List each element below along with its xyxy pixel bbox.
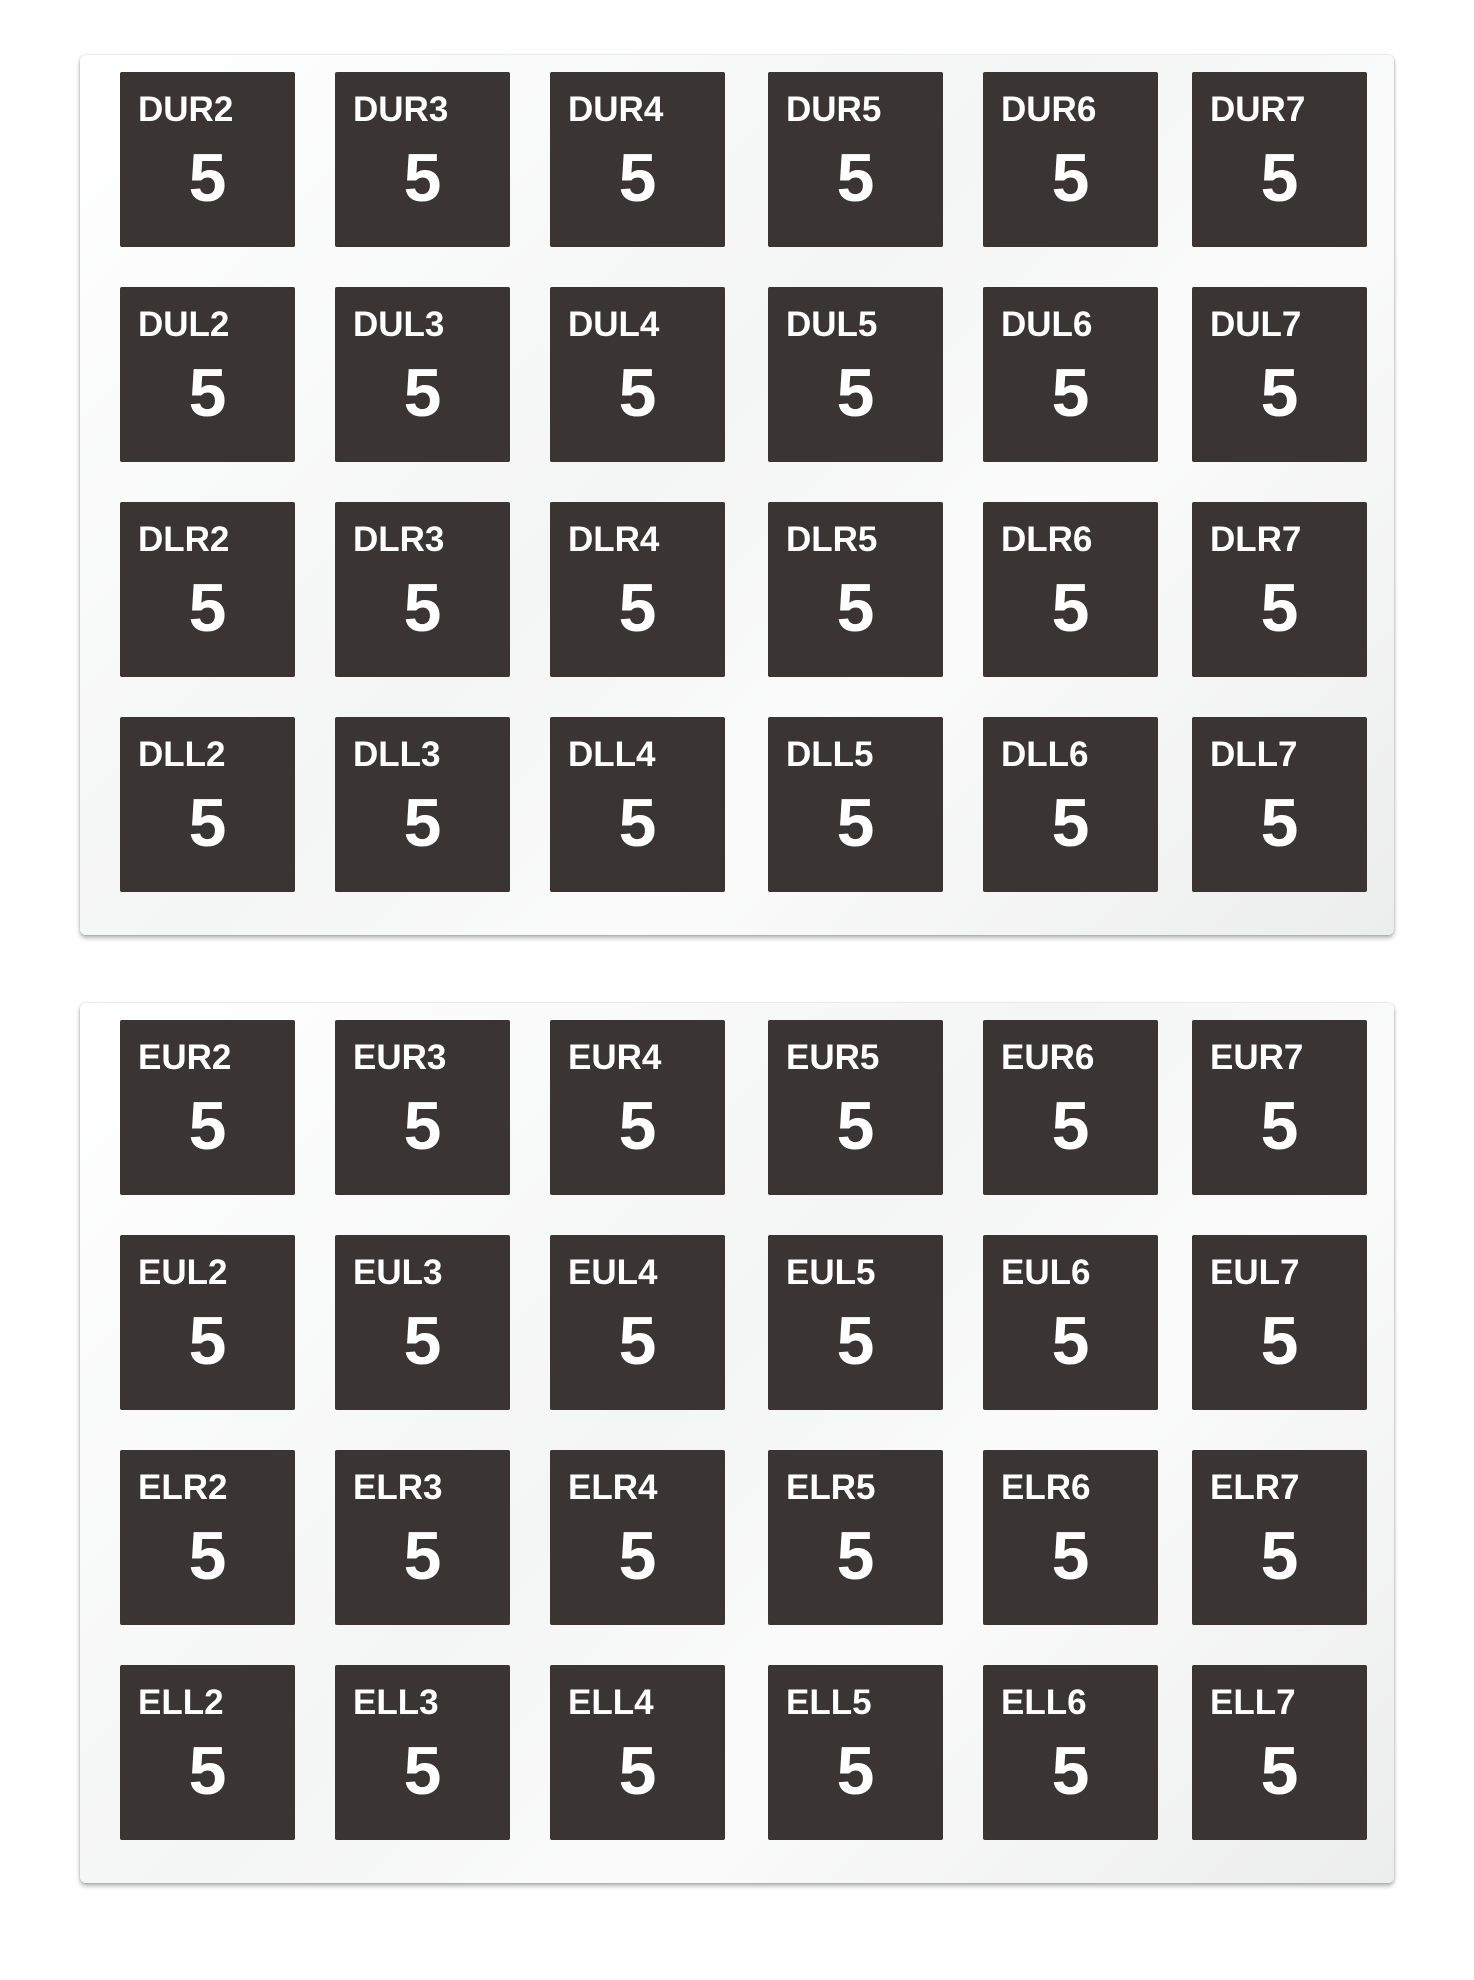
tile-ell2[interactable] xyxy=(120,1665,295,1840)
tile-eul4[interactable] xyxy=(550,1235,725,1410)
panel-d xyxy=(80,55,1394,935)
tile-label: EUR3 xyxy=(353,1038,447,1077)
tile-label: DUR6 xyxy=(1001,90,1097,129)
tile-ell3[interactable] xyxy=(335,1665,510,1840)
tile-eur3[interactable] xyxy=(335,1020,510,1195)
tile-value: 5 xyxy=(188,1088,227,1164)
tile-dul6[interactable] xyxy=(983,287,1158,462)
tile-dlr4[interactable] xyxy=(550,502,725,677)
tile-dul5[interactable] xyxy=(768,287,943,462)
tile-dll3[interactable] xyxy=(335,717,510,892)
tile-value: 5 xyxy=(403,1303,442,1379)
tile-label: ELR2 xyxy=(138,1468,228,1507)
tile-label: DLR2 xyxy=(138,520,230,559)
tile-value: 5 xyxy=(188,1518,227,1594)
tile-value: 5 xyxy=(1260,1733,1299,1809)
tile-value: 5 xyxy=(403,1518,442,1594)
tile-label: DLL2 xyxy=(138,735,226,774)
tile-value: 5 xyxy=(403,1733,442,1809)
tile-value: 5 xyxy=(188,785,227,861)
tile-elr6[interactable] xyxy=(983,1450,1158,1625)
tile-dlr6[interactable] xyxy=(983,502,1158,677)
tile-value: 5 xyxy=(1260,1518,1299,1594)
tile-value: 5 xyxy=(1260,1303,1299,1379)
tile-value: 5 xyxy=(618,140,657,216)
tile-label: DLR4 xyxy=(568,520,660,559)
tile-dll4[interactable] xyxy=(550,717,725,892)
tile-dur7[interactable] xyxy=(1192,72,1367,247)
tile-value: 5 xyxy=(836,1088,875,1164)
tile-value: 5 xyxy=(403,1088,442,1164)
tile-elr4[interactable] xyxy=(550,1450,725,1625)
tile-value: 5 xyxy=(1051,1518,1090,1594)
tile-label: ELR6 xyxy=(1001,1468,1091,1507)
tile-value: 5 xyxy=(1051,140,1090,216)
tile-label: DLL6 xyxy=(1001,735,1089,774)
tile-ell4[interactable] xyxy=(550,1665,725,1840)
tile-dlr3[interactable] xyxy=(335,502,510,677)
tile-label: EUR7 xyxy=(1210,1038,1304,1077)
tile-label: DUR3 xyxy=(353,90,449,129)
tile-value: 5 xyxy=(618,1303,657,1379)
tile-eur2[interactable] xyxy=(120,1020,295,1195)
tile-value: 5 xyxy=(618,355,657,431)
tile-value: 5 xyxy=(1260,570,1299,646)
tile-label: DLR7 xyxy=(1210,520,1302,559)
tile-label: ELL6 xyxy=(1001,1683,1087,1722)
tile-dul4[interactable] xyxy=(550,287,725,462)
tile-dur2[interactable] xyxy=(120,72,295,247)
tile-dll5[interactable] xyxy=(768,717,943,892)
tile-dll6[interactable] xyxy=(983,717,1158,892)
tile-value: 5 xyxy=(836,140,875,216)
tile-label: DUL6 xyxy=(1001,305,1093,344)
tile-value: 5 xyxy=(1051,1088,1090,1164)
tile-label: ELL7 xyxy=(1210,1683,1296,1722)
tile-value: 5 xyxy=(836,1733,875,1809)
tile-eul3[interactable] xyxy=(335,1235,510,1410)
tile-elr2[interactable] xyxy=(120,1450,295,1625)
tile-value: 5 xyxy=(1051,1733,1090,1809)
panel-e xyxy=(80,1003,1394,1883)
tile-dul7[interactable] xyxy=(1192,287,1367,462)
tile-label: DUR2 xyxy=(138,90,234,129)
tile-label: EUL6 xyxy=(1001,1253,1091,1292)
tile-label: ELR5 xyxy=(786,1468,876,1507)
tile-label: ELL5 xyxy=(786,1683,872,1722)
tile-value: 5 xyxy=(1260,140,1299,216)
tile-dur6[interactable] xyxy=(983,72,1158,247)
tile-value: 5 xyxy=(1051,570,1090,646)
tile-elr7[interactable] xyxy=(1192,1450,1367,1625)
tile-label: EUL3 xyxy=(353,1253,443,1292)
tile-label: DUL3 xyxy=(353,305,445,344)
tile-label: DLL3 xyxy=(353,735,441,774)
tile-value: 5 xyxy=(618,570,657,646)
tile-dlr5[interactable] xyxy=(768,502,943,677)
tile-value: 5 xyxy=(618,1088,657,1164)
tile-dul3[interactable] xyxy=(335,287,510,462)
tile-value: 5 xyxy=(188,1733,227,1809)
tile-value: 5 xyxy=(403,355,442,431)
tile-label: DUR5 xyxy=(786,90,882,129)
tile-value: 5 xyxy=(1260,1088,1299,1164)
tile-dlr2[interactable] xyxy=(120,502,295,677)
tile-label: DLL7 xyxy=(1210,735,1298,774)
tile-label: EUL4 xyxy=(568,1253,658,1292)
tile-value: 5 xyxy=(1260,785,1299,861)
tile-label: DLR5 xyxy=(786,520,878,559)
tile-label: EUL2 xyxy=(138,1253,228,1292)
tile-dur5[interactable] xyxy=(768,72,943,247)
tile-dur4[interactable] xyxy=(550,72,725,247)
tile-value: 5 xyxy=(1051,355,1090,431)
tile-value: 5 xyxy=(836,1303,875,1379)
tile-label: EUL5 xyxy=(786,1253,876,1292)
tile-ell5[interactable] xyxy=(768,1665,943,1840)
tile-label: ELR3 xyxy=(353,1468,443,1507)
tile-value: 5 xyxy=(403,570,442,646)
tile-label: EUL7 xyxy=(1210,1253,1300,1292)
tile-label: DUR4 xyxy=(568,90,664,129)
tile-label: ELR4 xyxy=(568,1468,658,1507)
tile-value: 5 xyxy=(188,355,227,431)
tile-dll7[interactable] xyxy=(1192,717,1367,892)
tile-label: EUR4 xyxy=(568,1038,662,1077)
tile-label: ELL2 xyxy=(138,1683,224,1722)
tile-label: DUL4 xyxy=(568,305,660,344)
tile-label: EUR6 xyxy=(1001,1038,1095,1077)
tile-value: 5 xyxy=(188,140,227,216)
tile-label: DLR3 xyxy=(353,520,445,559)
tile-eul5[interactable] xyxy=(768,1235,943,1410)
tile-label: DUR7 xyxy=(1210,90,1306,129)
tile-value: 5 xyxy=(618,1518,657,1594)
tile-eul6[interactable] xyxy=(983,1235,1158,1410)
tile-value: 5 xyxy=(618,1733,657,1809)
tile-label: EUR5 xyxy=(786,1038,880,1077)
tile-value: 5 xyxy=(836,355,875,431)
tile-label: EUR2 xyxy=(138,1038,232,1077)
tile-dul2[interactable] xyxy=(120,287,295,462)
tile-eur5[interactable] xyxy=(768,1020,943,1195)
tile-value: 5 xyxy=(836,1518,875,1594)
tile-eul7[interactable] xyxy=(1192,1235,1367,1410)
tile-value: 5 xyxy=(1260,355,1299,431)
tile-ell7[interactable] xyxy=(1192,1665,1367,1840)
tile-value: 5 xyxy=(403,785,442,861)
tile-value: 5 xyxy=(836,570,875,646)
tile-value: 5 xyxy=(188,1303,227,1379)
tile-value: 5 xyxy=(403,140,442,216)
tile-value: 5 xyxy=(188,570,227,646)
tile-value: 5 xyxy=(618,785,657,861)
tile-label: DLL5 xyxy=(786,735,874,774)
tile-ell6[interactable] xyxy=(983,1665,1158,1840)
tile-label: ELL4 xyxy=(568,1683,654,1722)
tile-value: 5 xyxy=(836,785,875,861)
tile-label: DUL5 xyxy=(786,305,878,344)
tile-label: DLR6 xyxy=(1001,520,1093,559)
tile-value: 5 xyxy=(1051,1303,1090,1379)
tile-eur6[interactable] xyxy=(983,1020,1158,1195)
tile-eur4[interactable] xyxy=(550,1020,725,1195)
tile-eur7[interactable] xyxy=(1192,1020,1367,1195)
tile-dur3[interactable] xyxy=(335,72,510,247)
tile-elr5[interactable] xyxy=(768,1450,943,1625)
tile-label: DUL2 xyxy=(138,305,230,344)
tile-eul2[interactable] xyxy=(120,1235,295,1410)
tile-label: ELL3 xyxy=(353,1683,439,1722)
tile-label: ELR7 xyxy=(1210,1468,1300,1507)
tile-label: DUL7 xyxy=(1210,305,1302,344)
tile-dll2[interactable] xyxy=(120,717,295,892)
tile-value: 5 xyxy=(1051,785,1090,861)
tile-label: DLL4 xyxy=(568,735,656,774)
tile-elr3[interactable] xyxy=(335,1450,510,1625)
tile-dlr7[interactable] xyxy=(1192,502,1367,677)
